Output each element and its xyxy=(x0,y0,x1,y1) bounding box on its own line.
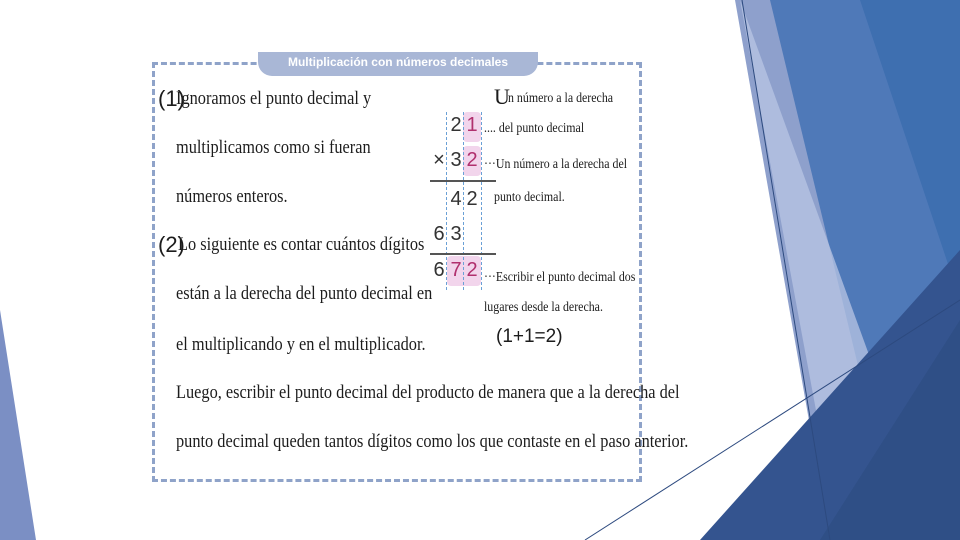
partial2-digit-hundreds: 6 xyxy=(433,223,445,245)
step1-number: (1) xyxy=(158,86,185,111)
row2-digit-ones: 2 xyxy=(466,149,478,171)
note1-initial: U xyxy=(494,84,510,109)
panel-title-tab: Multiplicación con números decimales xyxy=(258,52,538,76)
step2-number: (2) xyxy=(158,232,185,257)
result-digit-3: 2 xyxy=(466,259,478,281)
partial1-digit-tens: 4 xyxy=(450,188,462,210)
closing-line1: Luego, escribir el punto decimal del producto de manera que a la derecha del xyxy=(176,382,680,403)
row2-digit-tens: 3 xyxy=(450,149,462,171)
step1-line1: Ignoramos el punto decimal y xyxy=(176,88,372,109)
note3-line1: ···Escribir el punto decimal dos xyxy=(484,270,636,285)
guide-line-3 xyxy=(481,112,482,290)
note3-line2: lugares desde la derecha. xyxy=(484,300,603,315)
result-digit-2: 7 xyxy=(450,259,462,281)
step1-line3: números enteros. xyxy=(176,186,288,207)
partial1-digit-ones: 2 xyxy=(466,188,478,210)
rule-2 xyxy=(430,253,496,255)
result-digit-1: 6 xyxy=(433,259,445,281)
note1-line1: n número a la derecha xyxy=(508,91,614,106)
partial2-digit-tens: 3 xyxy=(450,223,462,245)
row1-digit-ones: 1 xyxy=(466,114,478,136)
step2-line1: Lo siguiente es contar cuántos dígitos xyxy=(178,234,425,255)
step2-line2: están a la derecha del punto decimal en xyxy=(176,283,433,304)
note1-line2: .... del punto decimal xyxy=(484,121,585,136)
left-decor-shape xyxy=(0,310,36,540)
times-sign: × xyxy=(433,149,445,171)
step2-line3: el multiplicando y en el multiplicador. xyxy=(176,334,426,355)
row1-digit-tens: 2 xyxy=(450,114,462,136)
note2-line1: ···Un número a la derecha del xyxy=(484,157,628,172)
step1-line2: multiplicamos como si fueran xyxy=(176,137,371,158)
rule-1 xyxy=(430,180,496,182)
note2-line2: punto decimal. xyxy=(494,190,565,205)
note3-sum: (1+1=2) xyxy=(496,326,563,347)
closing-line2: punto decimal queden tantos dígitos como los que contaste en el paso anterior. xyxy=(176,431,689,452)
